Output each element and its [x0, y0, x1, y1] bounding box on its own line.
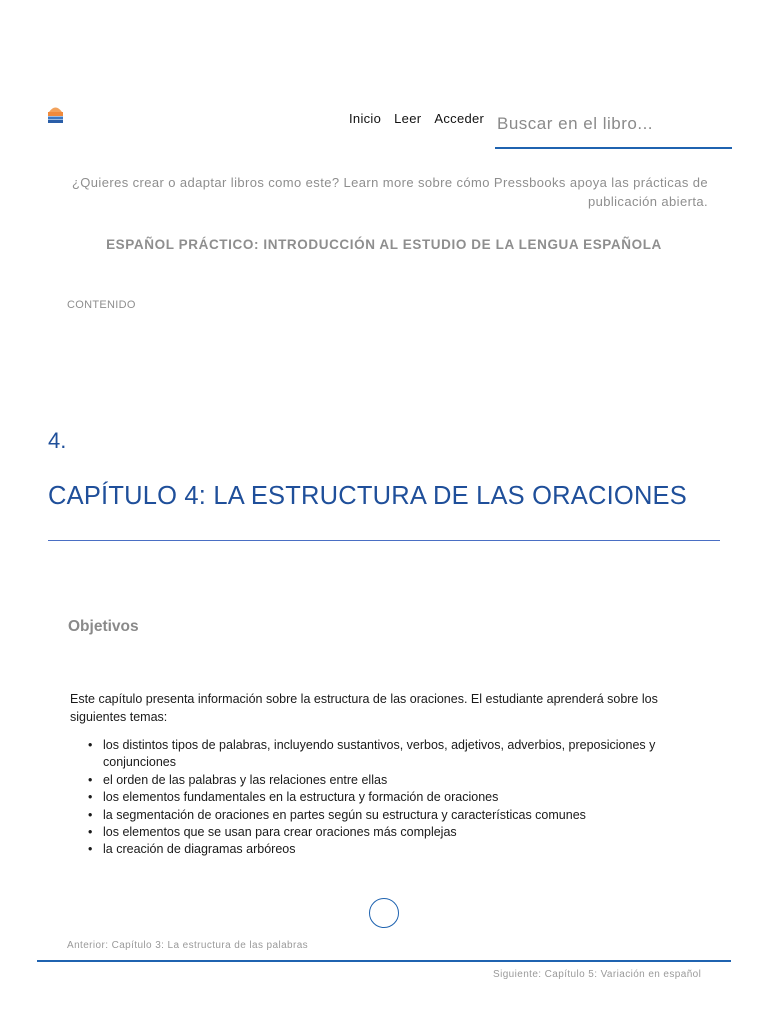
- topics-list: [88, 737, 708, 859]
- book-title-link[interactable]: ESPAÑOL PRÁCTICO: INTRODUCCIÓN AL ESTUDIO DE LA LENGUA ESPAÑOLA: [106, 237, 662, 252]
- search-input[interactable]: [495, 100, 732, 149]
- objectives-intro: Este capítulo presenta información sobre la estructura de las oraciones. El estudiante aprenderá sobre los siguientes temas:: [70, 692, 658, 724]
- list-item: • los elementos que se usan para crear oraciones más complejas: [88, 824, 708, 841]
- pressbooks-promo: [60, 173, 708, 211]
- promo-line-1[interactable]: ¿Quieres crear o adaptar libros como este? Learn more sobre cómo Pressbooks apoya las prácticas de: [71, 175, 708, 190]
- pressbooks-logo-icon[interactable]: [47, 104, 64, 124]
- list-item: • el orden de las palabras y las relaciones entre ellas: [88, 772, 708, 789]
- nav-acceder-link[interactable]: Acceder: [434, 111, 485, 126]
- nav-inicio-link[interactable]: Inicio: [349, 111, 382, 126]
- objectives-heading: Objetivos: [68, 618, 139, 635]
- contents-toggle[interactable]: CONTENIDO: [67, 299, 136, 311]
- list-item: • la creación de diagramas arbóreos: [88, 841, 708, 858]
- next-chapter-link[interactable]: Siguiente: Capítulo 5: Variación en español: [493, 969, 702, 980]
- nav-leer-link[interactable]: Leer: [394, 111, 422, 126]
- list-item: • la segmentación de oraciones en partes según su estructura y características comunes: [88, 807, 708, 824]
- back-to-top-icon[interactable]: [369, 898, 399, 928]
- footer-divider: [37, 960, 731, 962]
- title-divider: [48, 540, 720, 541]
- list-item: • los elementos fundamentales en la estructura y formación de oraciones: [88, 789, 708, 806]
- list-item: • los distintos tipos de palabras, incluyendo sustantivos, verbos, adjetivos, adverbios, preposiciones y conjunciones: [88, 737, 708, 772]
- book-title: [0, 237, 768, 252]
- previous-chapter-link[interactable]: Anterior: Capítulo 3: La estructura de las palabras: [67, 940, 309, 951]
- main-nav: [349, 111, 497, 126]
- chapter-number: 4.: [48, 428, 67, 453]
- promo-line-2[interactable]: publicación abierta.: [587, 194, 708, 209]
- chapter-title: CAPÍTULO 4: LA ESTRUCTURA DE LAS ORACIONES: [48, 482, 687, 510]
